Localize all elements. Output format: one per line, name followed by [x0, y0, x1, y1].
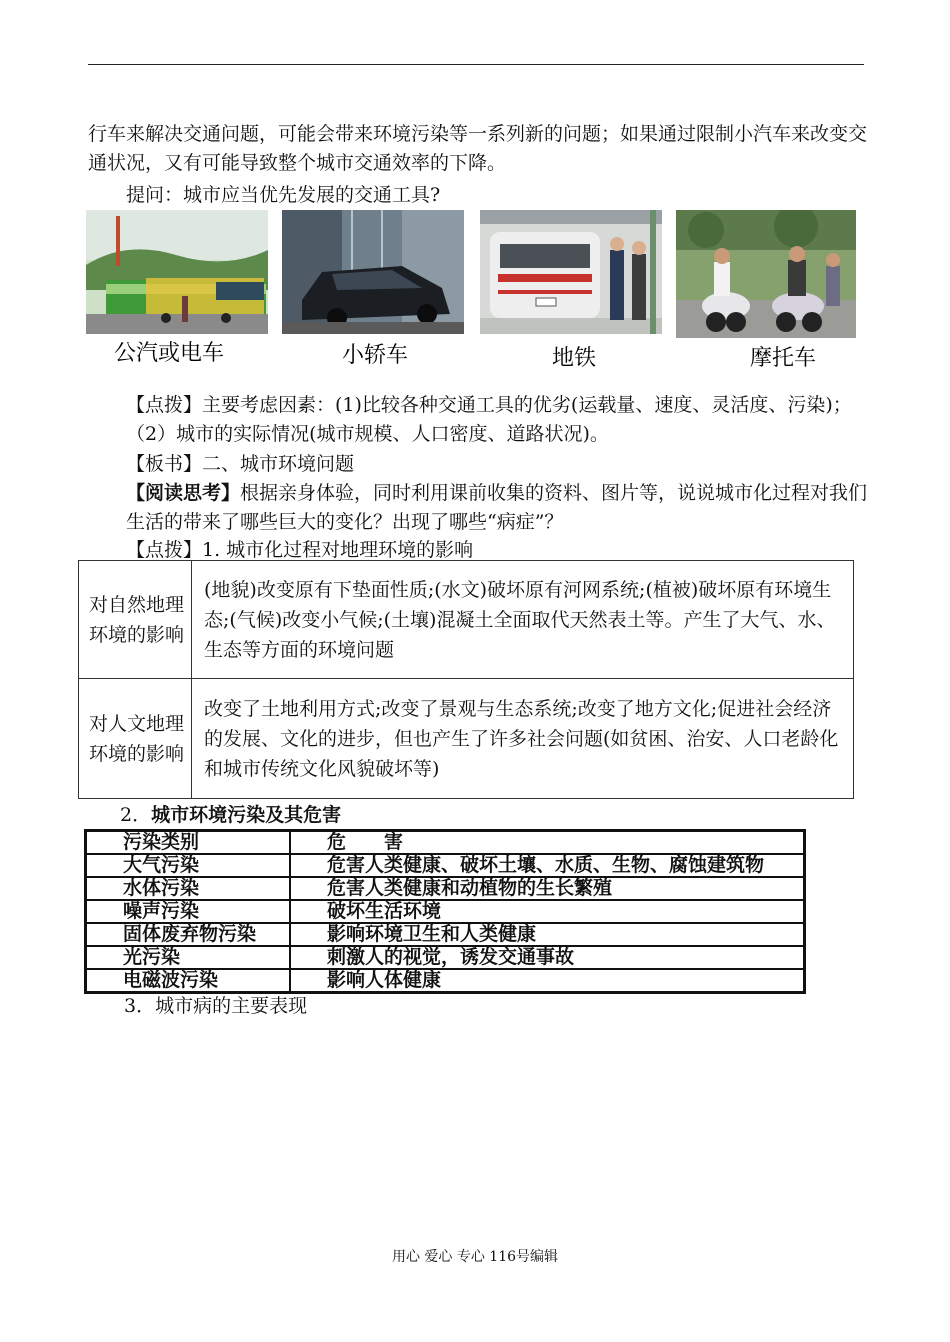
table-row: [86, 969, 805, 993]
hint-factors: [88, 391, 868, 449]
pollution-type: 电磁波污染: [86, 969, 291, 993]
pollution-type: 噪声污染: [86, 900, 291, 923]
pollution-harm: 影响人体健康: [290, 969, 805, 993]
pollution-type: 光污染: [86, 946, 291, 969]
pollution-harm: 危害人类健康和动植物的生长繁殖: [290, 877, 805, 900]
question-text: 提问：城市应当优先发展的交通工具?: [126, 184, 441, 206]
section2-heading: [120, 801, 900, 830]
hint2-text: 1. 城市化过程对地理环境的影响: [202, 539, 474, 561]
section3-heading: 3．城市病的主要表现: [124, 995, 308, 1017]
motorcycle-photo: [676, 210, 856, 338]
pollution-type: 大气污染: [86, 854, 291, 877]
bus-photo: [86, 210, 268, 334]
impact-content-human: 改变了土地利用方式;改变了景观与生态系统;改变了地方文化;促进社会经济的发展、文化的进步，但也产生了许多社会问题(如贫困、治安、人口老龄化和城市传统文化风貌破坏等): [192, 679, 854, 799]
table-row: [86, 877, 805, 900]
transport-photos: [86, 210, 856, 380]
impact-table: [78, 560, 854, 799]
pollution-type: 水体污染: [86, 877, 291, 900]
pollution-harm: 危害人类健康、破坏土壤、水质、生物、腐蚀建筑物: [290, 854, 805, 877]
board-line: [88, 450, 868, 479]
pollution-harm: 破坏生活环境: [290, 900, 805, 923]
table-row: [86, 854, 805, 877]
reading-paragraph: [88, 479, 868, 537]
header-rule: [88, 64, 864, 65]
caption-bus: 公汽或电车: [114, 341, 225, 366]
page-footer: 用心 爱心 专心 116号编辑: [391, 1249, 559, 1265]
table-row: [86, 946, 805, 969]
table-row: [79, 679, 854, 799]
hint-tag: 【点拨】: [126, 394, 203, 416]
pollution-harm: 刺激人的视觉，诱发交通事故: [290, 946, 805, 969]
pollution-type: 固体废弃物污染: [86, 923, 291, 946]
pollution-table: [84, 829, 806, 994]
table-row: [86, 900, 805, 923]
impact-header-human: 对人文地理环境的影响: [79, 679, 192, 799]
header-category: 污染类别: [86, 831, 291, 855]
table-row: [86, 923, 805, 946]
section2-title: 城市环境污染及其危害: [151, 804, 342, 826]
reading-tag: 【阅读思考】: [126, 482, 241, 504]
board-text: 二、城市环境问题: [202, 453, 355, 475]
hint2-tag: 【点拨】: [126, 539, 203, 561]
section2-num: 2．: [120, 804, 152, 826]
board-tag: 【板书】: [126, 453, 203, 475]
hint-text: 主要考虑因素：(1)比较各种交通工具的优劣(运载量、速度、灵活度、污染)；（2）城市的实际情况(城市规模、人口密度、道路状况)。: [126, 394, 852, 445]
table-header-row: [86, 831, 805, 855]
pollution-harm: 影响环境卫生和人类健康: [290, 923, 805, 946]
impact-content-natural: (地貌)改变原有下垫面性质;(水文)破坏原有河网系统;(植被)破坏原有环境生态;(气候)改变小气候;(土壤)混凝土全面取代天然表土等。产生了大气、水、生态等方面的环境问题: [192, 561, 854, 679]
impact-header-natural: 对自然地理环境的影响: [79, 561, 192, 679]
caption-car: 小轿车: [342, 343, 409, 368]
caption-subway: 地铁: [552, 346, 597, 371]
subway-photo: [480, 210, 662, 334]
car-photo: [282, 210, 464, 334]
header-harm: 危 害: [290, 831, 805, 855]
paragraph-traffic: 行车来解决交通问题，可能会带来环境污染等一系列新的问题；如果通过限制小汽车来改变交通状况，又有可能导致整个城市交通效率的下降。: [88, 123, 868, 174]
caption-motorcycle: 摩托车: [750, 346, 817, 371]
table-row: [79, 561, 854, 679]
reading-text: 根据亲身体验，同时利用课前收集的资料、图片等，说说城市化过程对我们生活的带来了哪些巨大的变化？出现了哪些“病症”？: [126, 482, 868, 533]
